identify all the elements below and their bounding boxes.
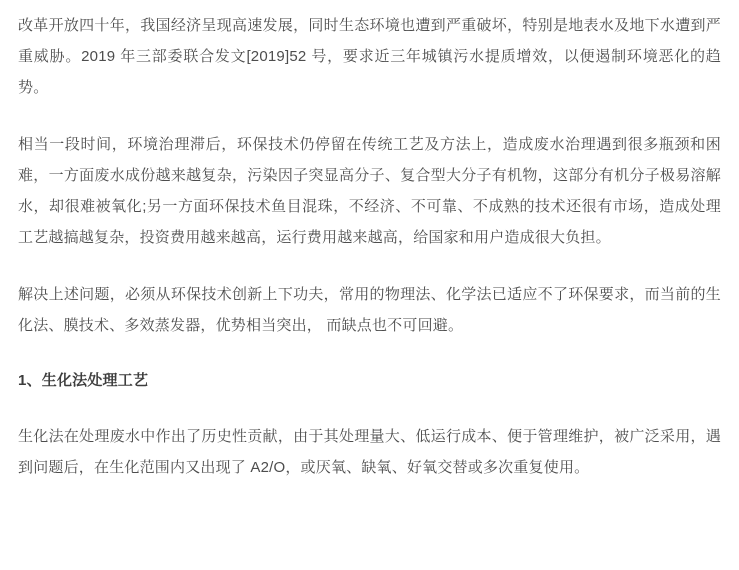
- paragraph-4: 生化法在处理废水中作出了历史性贡献，由于其处理量大、低运行成本、便于管理维护，被广泛采用，遇到问题后，在生化范围内又出现了 A2/O，或厌氧、缺氧、好氧交替或多次重复使用。: [18, 428, 721, 476]
- section-heading-1: 1、生化法处理工艺: [18, 372, 149, 389]
- paragraph-3: 解决上述问题，必须从环保技术创新上下功夫，常用的物理法、化学法已适应不了环保要求，而当前的生化法、膜技术、多效蒸发器，优势相当突出， 而缺点也不可回避。: [18, 286, 721, 334]
- paragraph-2: 相当一段时间，环境治理滞后，环保技术仍停留在传统工艺及方法上，造成废水治理遇到很多瓶颈和困难，一方面废水成份越来越复杂，污染因子突显高分子、复合型大分子有机物，这部分有机分子极易溶解水，却很难被氧化;另一方面环保技术鱼目混珠，不经济、不可靠、不成熟的技术还很有市场，造成处理工艺越搞越复杂，投资费用越来越高，运行费用越来越高，给国家和用户造成很大负担。: [18, 136, 721, 246]
- paragraph-1: 改革开放四十年，我国经济呈现高速发展，同时生态环境也遭到严重破坏，特别是地表水及地下水遭到严重威胁。2019 年三部委联合发文[2019]52 号，要求近三年城镇污水提质增效，以便遏制环境恶化的趋势。: [18, 17, 721, 96]
